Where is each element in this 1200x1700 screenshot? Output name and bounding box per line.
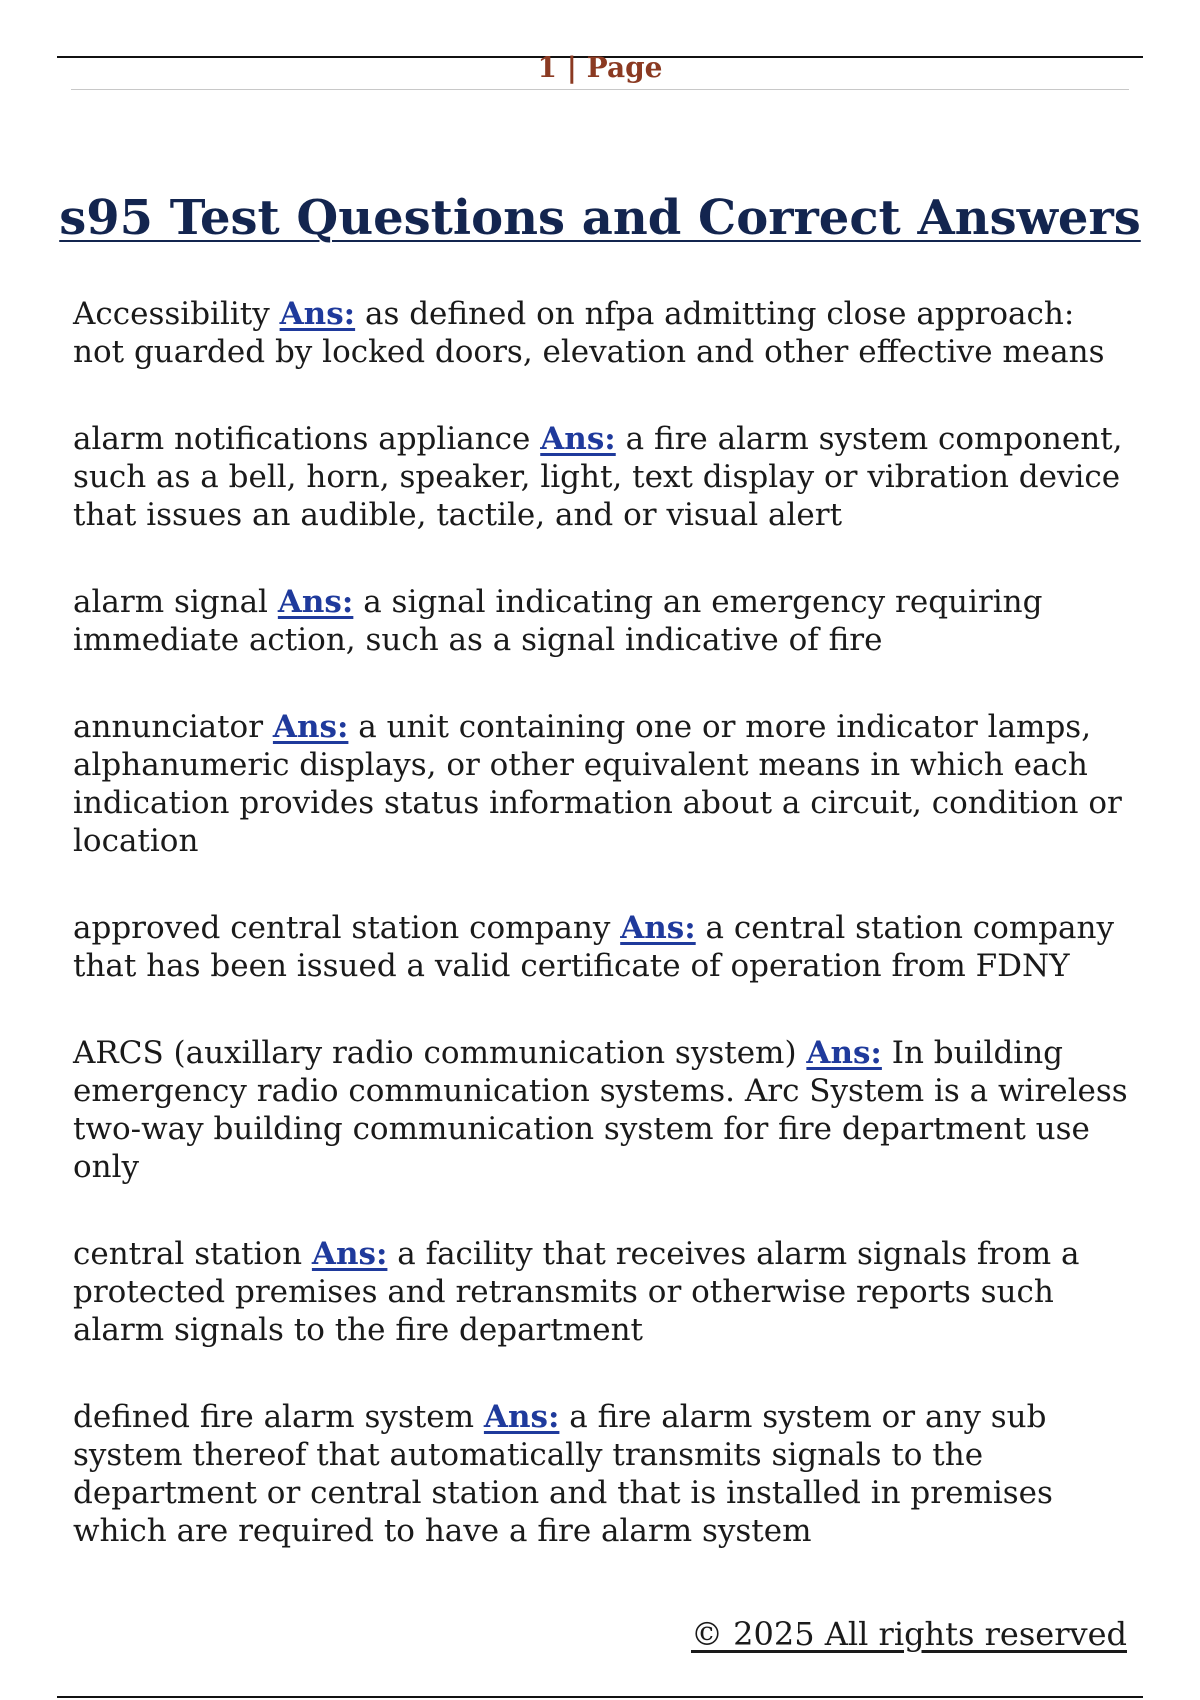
ans-link[interactable]: Ans: — [620, 910, 696, 946]
bottom-rule — [57, 1696, 1143, 1698]
entry-accessibility — [73, 295, 1138, 371]
entry-term: alarm notifications appliance — [73, 421, 541, 457]
entry-answer: a fire alarm system component, such as a bell, horn, speaker, light, text display or vibration device that issues an audible, tactile, and or visual alert — [73, 421, 1123, 533]
copyright-notice: © 2025 All rights reserved — [691, 1615, 1127, 1653]
entry-term: ARCS (auxillary radio communication system) — [73, 1035, 807, 1071]
entry-term: central station — [73, 1236, 312, 1272]
ans-link[interactable]: Ans: — [540, 421, 616, 457]
entry-answer: a unit containing one or more indicator lamps, alphanumeric displays, or other equivalent means in which each indication provides status information about a circuit, condition or location — [73, 709, 1122, 859]
entry-term: defined fire alarm system — [73, 1399, 484, 1435]
entry-answer: a fire alarm system or any sub system thereof that automatically transmits signals to the department or central station and that is installed in premises which are required to have a fire alarm system — [73, 1399, 1053, 1549]
entry-answer: a central station company that has been issued a valid certificate of operation from FDNY — [73, 910, 1115, 984]
header-rule — [71, 89, 1129, 90]
ans-link[interactable]: Ans: — [483, 1399, 560, 1435]
ans-link[interactable]: Ans: — [272, 709, 349, 745]
entries-list — [73, 295, 1138, 1599]
ans-link[interactable]: Ans: — [806, 1035, 882, 1071]
entry-annunciator — [73, 708, 1138, 860]
entry-term: annunciator — [73, 709, 273, 745]
entry-defined-fire-alarm-system — [73, 1398, 1138, 1550]
entry-term: alarm signal — [73, 584, 278, 620]
entry-alarm-signal — [73, 583, 1138, 659]
entry-alarm-notifications-appliance — [73, 420, 1138, 534]
entry-arcs — [73, 1034, 1138, 1186]
entry-central-station — [73, 1235, 1138, 1349]
entry-term: approved central station company — [73, 910, 621, 946]
page-number: 1 | Page — [537, 51, 663, 84]
ans-link[interactable]: Ans: — [277, 584, 354, 620]
entry-approved-central-station-company — [73, 909, 1138, 985]
ans-link[interactable]: Ans: — [279, 296, 356, 332]
entry-answer: as defined on nfpa admitting close approach: not guarded by locked doors, elevation and other effective means — [73, 296, 1105, 370]
entry-term: Accessibility — [73, 296, 280, 332]
entry-answer: a facility that receives alarm signals from a protected premises and retransmits or otherwise reports such alarm signals to the fire department — [73, 1236, 1080, 1348]
entry-answer: In building emergency radio communication systems. Arc System is a wireless two-way building communication system for fire department use only — [73, 1035, 1128, 1185]
entry-answer: a signal indicating an emergency requiring immediate action, such as a signal indicative of fire — [73, 584, 1043, 658]
ans-link[interactable]: Ans: — [311, 1236, 388, 1272]
document-title: s95 Test Questions and Correct Answers — [59, 190, 1141, 246]
